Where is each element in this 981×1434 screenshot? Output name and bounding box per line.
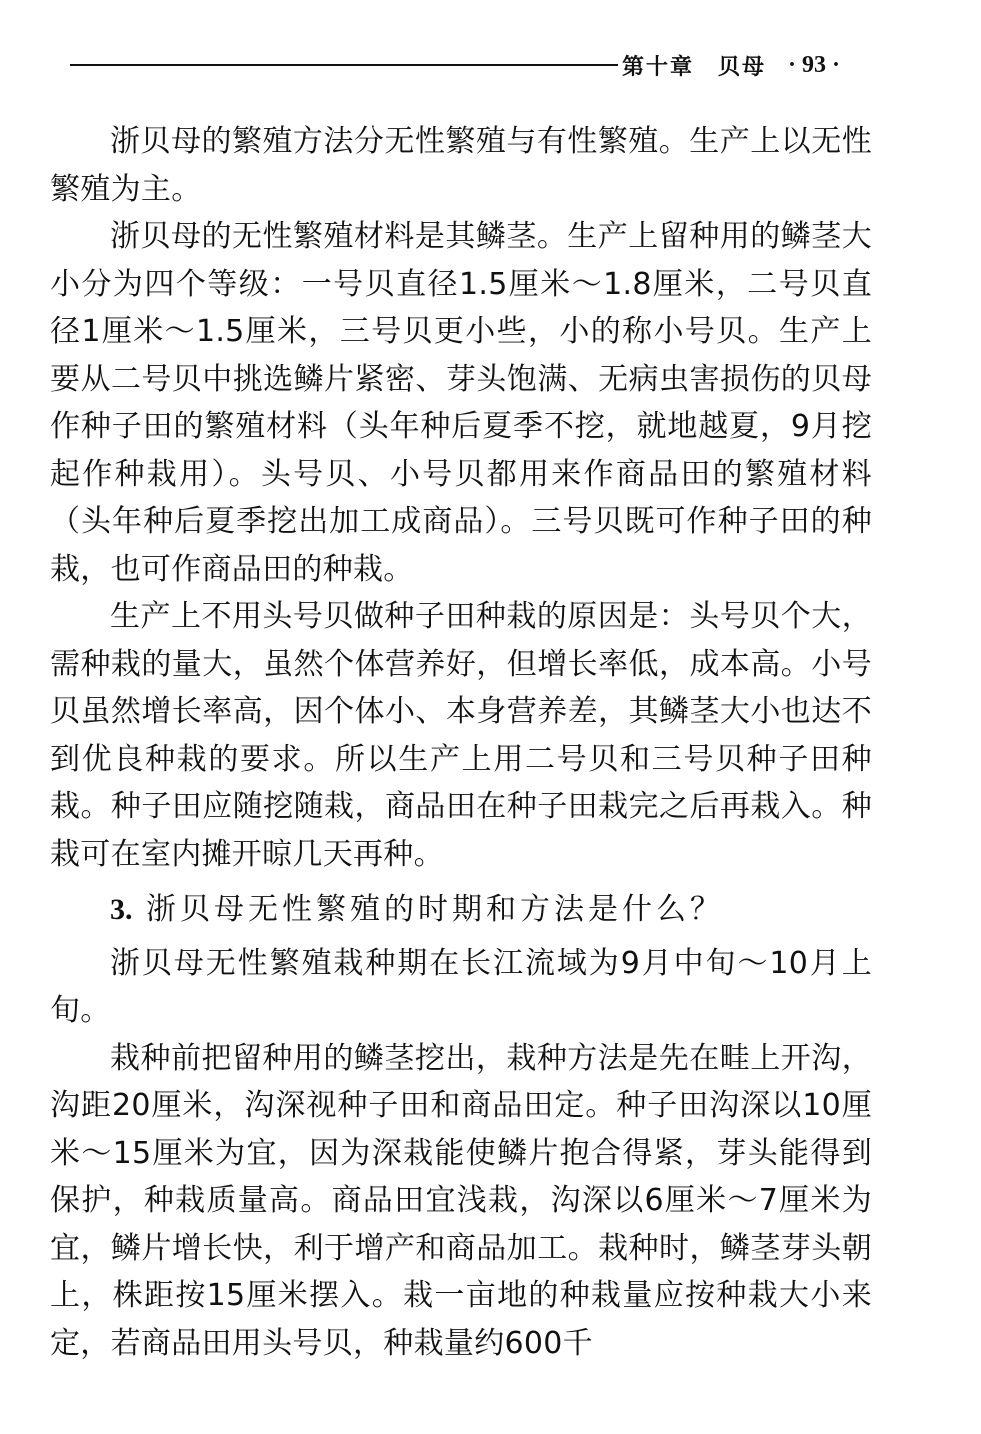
page-number: · 93 · [787,51,840,78]
question-heading [50,886,872,934]
paragraph: 浙贝母的繁殖方法分无性繁殖与有性繁殖。生产上以无性繁殖为主。 [50,124,872,207]
body-text [50,118,872,1367]
paragraph: 浙贝母无性繁殖栽种期在长江流域为9月中旬～10月上旬。 [50,945,872,1028]
paragraph: 生产上不用头号贝做种子田种栽的原因是：头号贝个大，需种栽的量大，虽然个体营养好，但增长率低，成本高。小号贝虽然增长率高，因个体小、本身营养差，其鳞茎大小也达不到优良种栽的要求。所以生产上用二号贝和三号贝种子田种栽。种子田应随挖随栽，商品田在种子田栽完之后再栽入。种栽可在室内摊开晾几天再种。 [50,599,872,872]
paragraph: 浙贝母的无性繁殖材料是其鳞茎。生产上留种用的鳞茎大小分为四个等级：一号贝直径1.5厘米～1.8厘米，二号贝直径1厘米～1.5厘米，三号贝更小些，小的称小号贝。生产上要从二号贝中挑选鳞片紧密、芽头饱满、无病虫害损伤的贝母作种子田的繁殖材料（头年种后夏季不挖，就地越夏，9月挖起作种栽用）。头号贝、小号贝都用来作商品田的繁殖材料（头年种后夏季挖出加工成商品）。三号贝既可作种子田的种栽，也可作商品田的种栽。 [50,219,872,587]
header-rule [70,64,618,66]
chapter-title: 第十章 贝母 [621,53,766,80]
question-text: 浙贝母无性繁殖的时期和方法是什么？ [146,892,725,927]
paragraph: 栽种前把留种用的鳞茎挖出，栽种方法是先在畦上开沟，沟距20厘米，沟深视种子田和商品田定。种子田沟深以10厘米～15厘米为宜，因为深栽能使鳞片抱合得紧，芽头能得到保护，种栽质量高。商品田宜浅栽，沟深以6厘米～7厘米为宜，鳞片增长快，利于增产和商品加工。栽种时，鳞茎芽头朝上，株距按15厘米摆入。栽一亩地的种栽量应按种栽大小来定，若商品田用头号贝，种栽量约600千 [50,1040,872,1361]
question-number: 3. [110,893,133,926]
running-header [70,50,840,80]
